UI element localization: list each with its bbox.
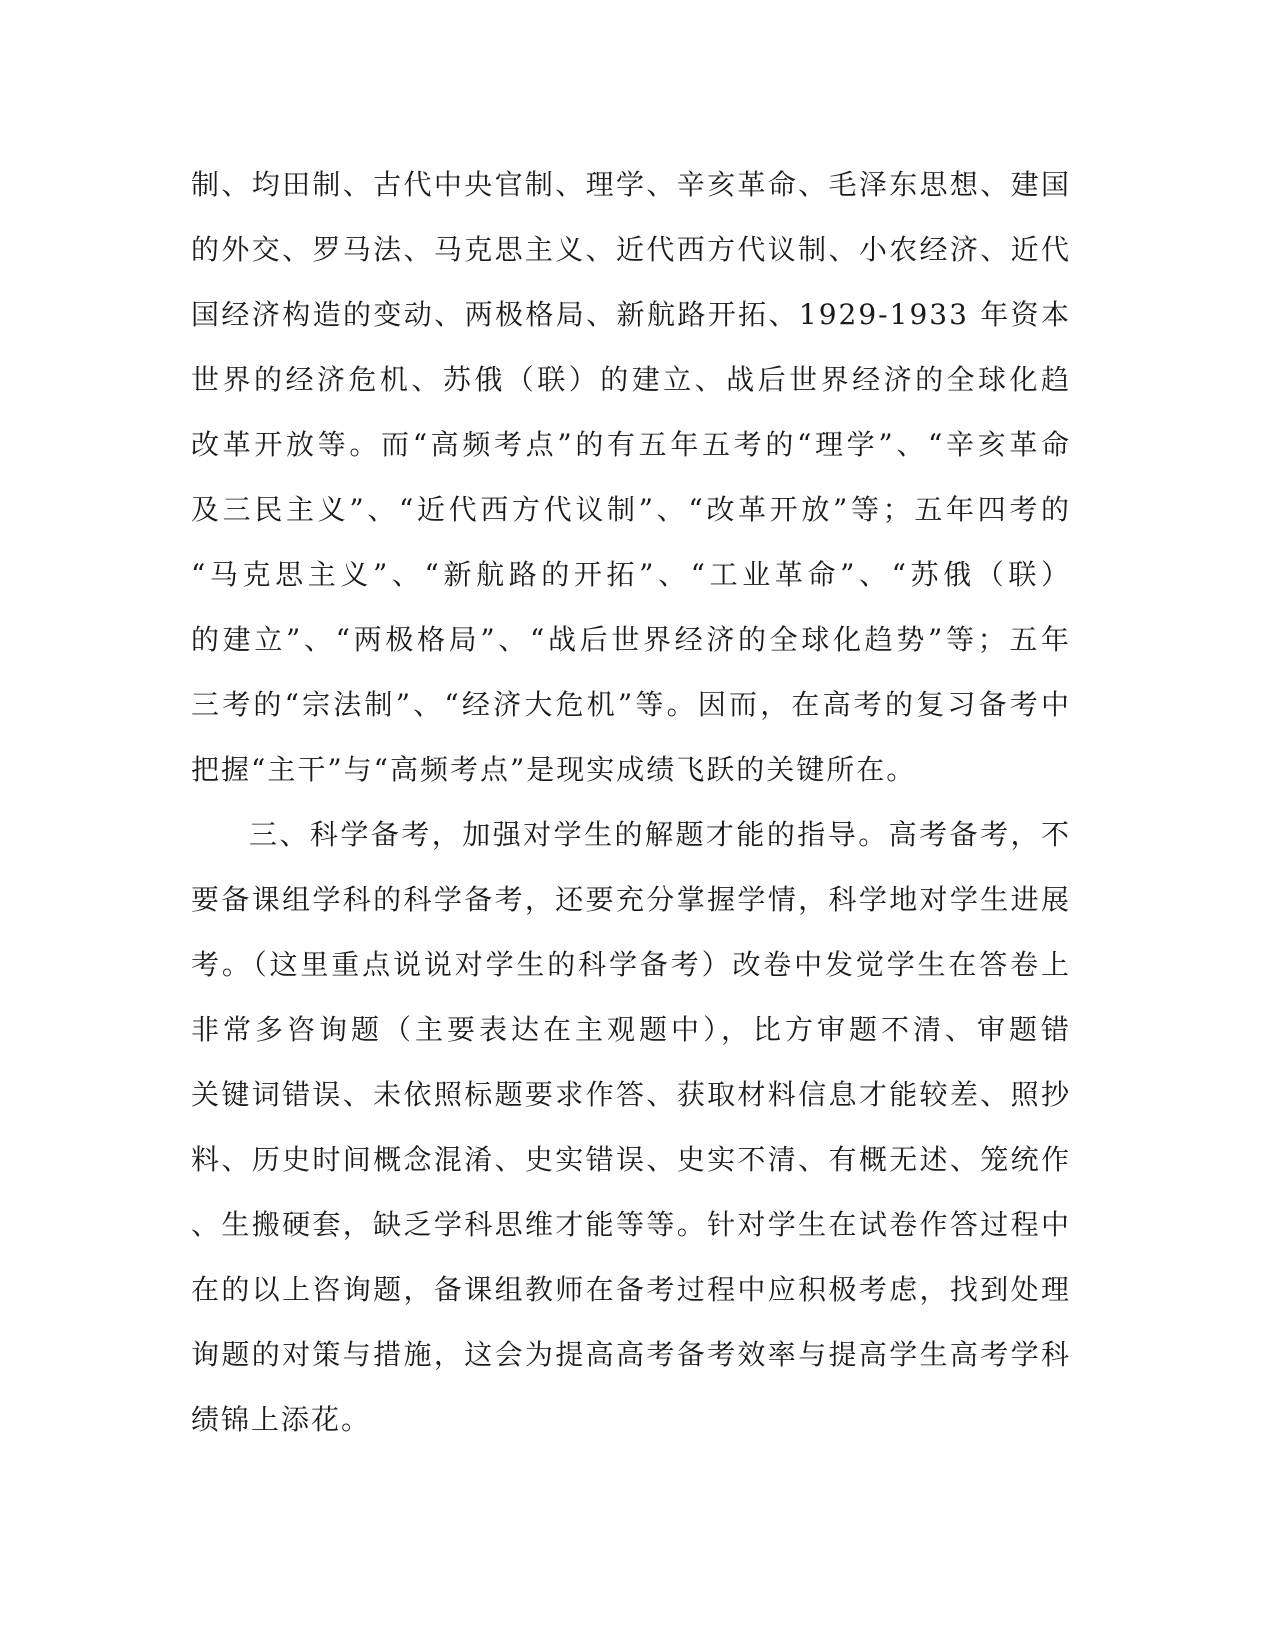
text-line: 非常多咨询题（主要表达在主观题中），比方审题不清、审题错: [191, 1013, 1071, 1046]
text-line: 的外交、罗马法、马克思主义、近代西方代议制、小农经济、近代: [191, 233, 1071, 266]
text-line: 料、历史时间概念混淆、史实错误、史实不清、有概无述、笼统作: [191, 1143, 1071, 1176]
text-line: 及三民主义”、“近代西方代议制”、“改革开放”等；五年四考的: [191, 493, 1071, 526]
text-line: “马克思主义”、“新航路的开拓”、“工业革命”、“苏俄（联）: [191, 558, 1071, 591]
text-line: 三考的“宗法制”、“经济大危机”等。因而，在高考的复习备考中: [191, 688, 1071, 721]
text-line: 的建立”、“两极格局”、“战后世界经济的全球化趋势”等；五年: [191, 623, 1071, 656]
text-line: 世界的经济危机、苏俄（联）的建立、战后世界经济的全球化趋: [191, 363, 1071, 396]
text-line: 在的以上咨询题，备课组教师在备考过程中应积极考虑，找到处理: [191, 1273, 1071, 1306]
text-line: 考。（这里重点说说对学生的科学备考）改卷中发觉学生在答卷上: [191, 948, 1071, 981]
paragraph-end-line: 把握“主干”与“高频考点”是现实成绩飞跃的关键所在。: [191, 753, 917, 786]
text-line: 国经济构造的变动、两极格局、新航路开拓、1929-1933 年资本: [191, 298, 1071, 331]
paragraph-end-line: 绩锦上添花。: [191, 1403, 372, 1436]
paragraph-start-line: 三、科学备考，加强对学生的解题才能的指导。高考备考，不: [249, 818, 1071, 851]
text-line: 制、均田制、古代中央官制、理学、辛亥革命、毛泽东思想、建国: [191, 168, 1071, 201]
text-line: 关键词错误、未依照标题要求作答、获取材料信息才能较差、照抄: [191, 1078, 1071, 1111]
text-line: 改革开放等。而“高频考点”的有五年五考的“理学”、“辛亥革命: [191, 428, 1071, 461]
text-line: 要备课组学科的科学备考，还要充分掌握学情，科学地对学生进展: [191, 883, 1071, 916]
text-line: 询题的对策与措施，这会为提高高考备考效率与提高学生高考学科: [191, 1338, 1071, 1371]
body-text: [191, 152, 1071, 1452]
text-line: 、生搬硬套，缺乏学科思维才能等等。针对学生在试卷作答过程中: [191, 1208, 1071, 1241]
